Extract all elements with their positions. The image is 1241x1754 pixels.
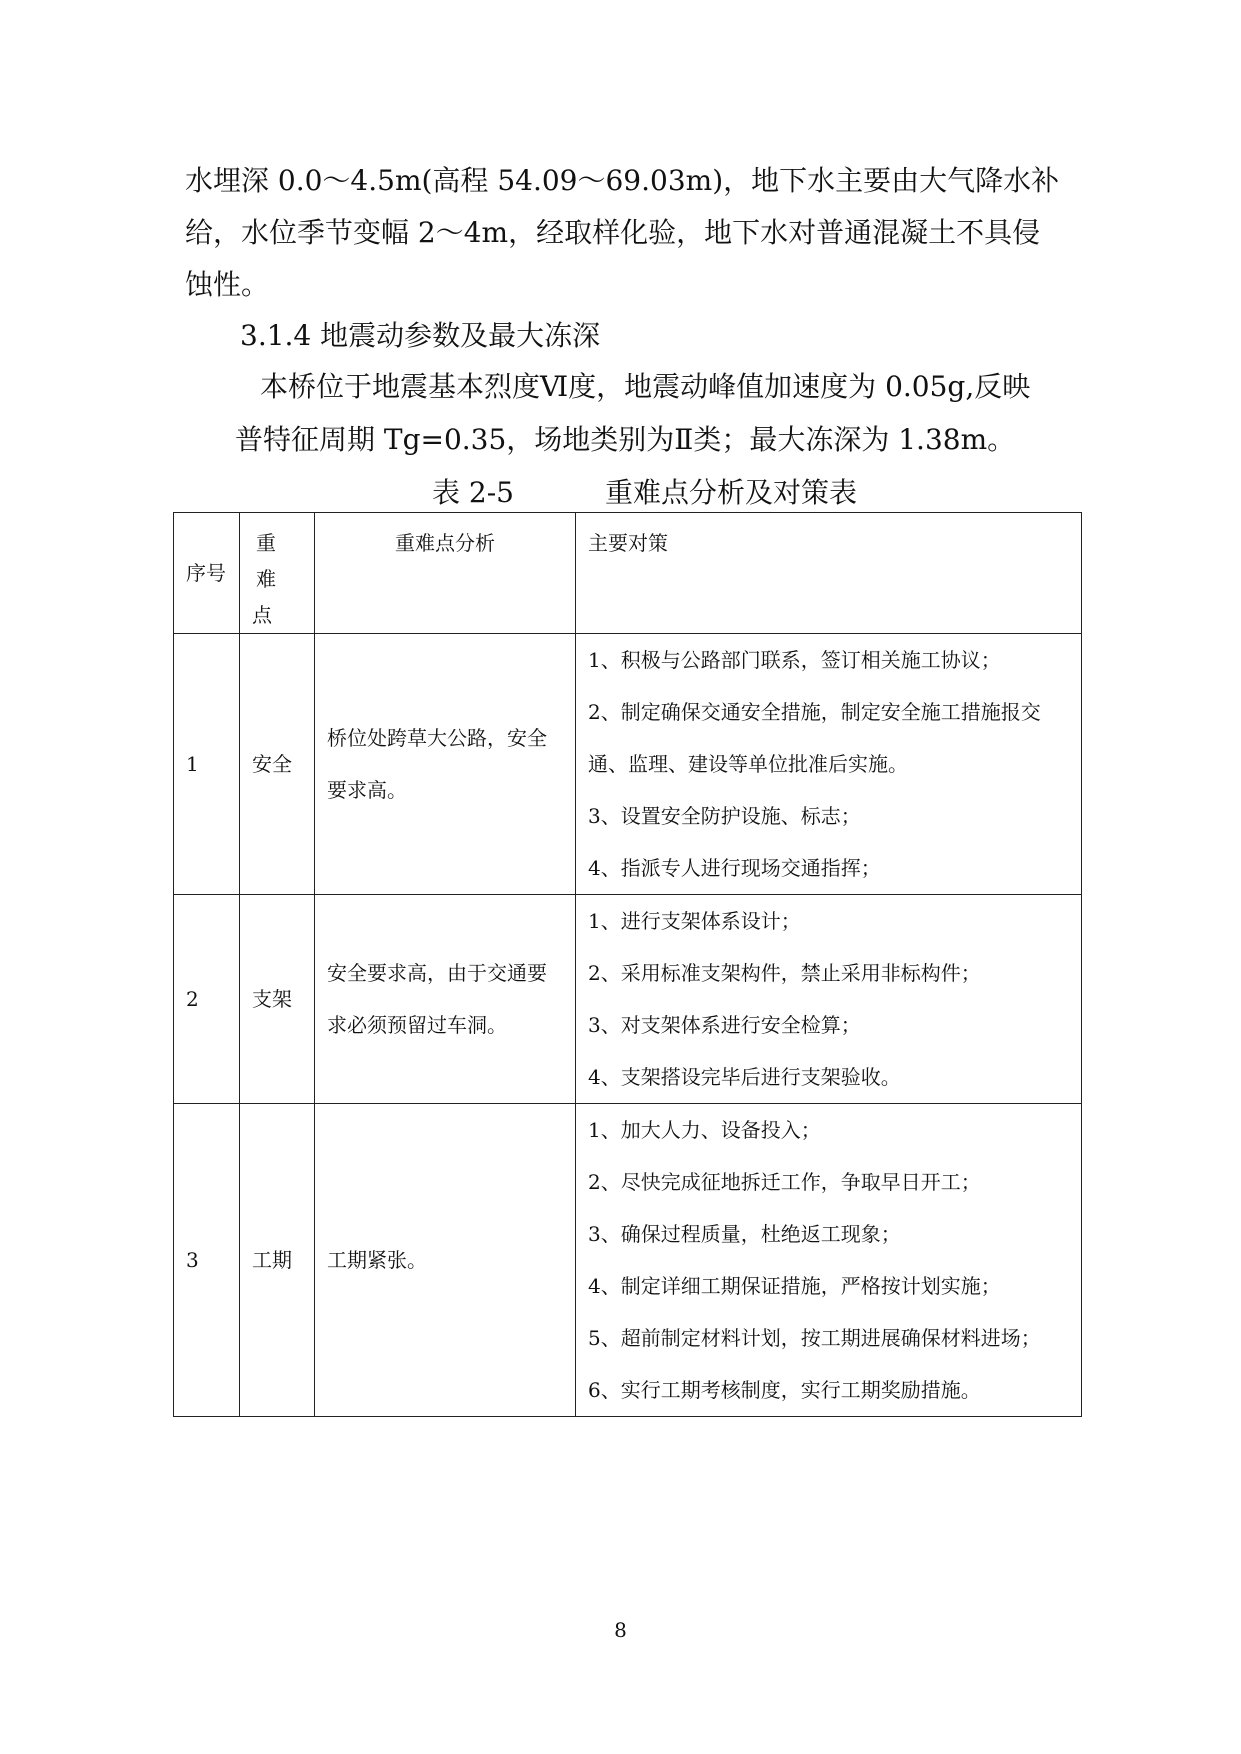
table-title: 重难点分析及对策表 xyxy=(605,476,858,509)
measure-item: 1、积极与公路部门联系，签订相关施工协议； xyxy=(588,648,1001,672)
paragraph-groundwater xyxy=(185,155,1065,311)
header-point xyxy=(240,513,315,634)
page-number: 8 xyxy=(614,1618,627,1642)
table-row xyxy=(174,895,1082,1104)
cell-measures xyxy=(576,634,1082,895)
paragraph-line: 给，水位季节变幅 2～4m，经取样化验，地下水对普通混凝土不具侵 xyxy=(185,216,1041,249)
paragraph-line: 水埋深 0.0～4.5m(高程 54.09～69.03m)，地下水主要由大气降水补 xyxy=(185,164,1060,197)
measure-item: 2、制定确保交通安全措施，制定安全施工措施报交 xyxy=(588,700,1041,724)
cell-no: 2 xyxy=(174,895,240,1104)
cell-analysis: 工期紧张。 xyxy=(315,1104,576,1417)
cell-point: 支架 xyxy=(240,895,315,1104)
header-measures: 主要对策 xyxy=(576,513,1082,634)
measure-item: 4、支架搭设完毕后进行支架验收。 xyxy=(588,1065,901,1089)
cell-measures xyxy=(576,895,1082,1104)
measure-item: 4、指派专人进行现场交通指挥； xyxy=(588,856,881,880)
header-no: 序号 xyxy=(174,513,240,634)
measure-item: 3、确保过程质量，杜绝返工现象； xyxy=(588,1222,901,1246)
header-point-line-1: 重 难 xyxy=(256,531,276,591)
paragraph-seismic-line-2: 普特征周期 Tg=0.35，场地类别为Ⅱ类；最大冻深为 1.38m。 xyxy=(235,423,1016,456)
cell-point: 安全 xyxy=(240,634,315,895)
table-row xyxy=(174,1104,1082,1417)
table-row xyxy=(174,634,1082,895)
paragraph-seismic-line-1: 本桥位于地震基本烈度Ⅵ度，地震动峰值加速度为 0.05g,反映 xyxy=(260,370,1031,403)
header-point-line-2: 点 xyxy=(252,603,272,627)
measure-item: 6、实行工期考核制度，实行工期奖励措施。 xyxy=(588,1378,981,1402)
cell-measures xyxy=(576,1104,1082,1417)
cell-point: 工期 xyxy=(240,1104,315,1417)
cell-no: 1 xyxy=(174,634,240,895)
cell-analysis: 桥位处跨草大公路，安全要求高。 xyxy=(315,634,576,895)
table-header-row xyxy=(174,513,1082,634)
cell-analysis: 安全要求高，由于交通要求必须预留过车洞。 xyxy=(315,895,576,1104)
measure-item: 3、设置安全防护设施、标志； xyxy=(588,804,861,828)
measure-item: 2、尽快完成征地拆迁工作，争取早日开工； xyxy=(588,1170,981,1194)
difficulty-table xyxy=(173,512,1082,1417)
measure-item: 5、超前制定材料计划，按工期进展确保材料进场； xyxy=(588,1326,1041,1350)
paragraph-line: 蚀性。 xyxy=(185,268,270,301)
measure-item: 2、采用标准支架构件，禁止采用非标构件； xyxy=(588,961,981,985)
section-heading: 3.1.4 地震动参数及最大冻深 xyxy=(240,319,601,352)
measure-item: 1、进行支架体系设计； xyxy=(588,909,801,933)
cell-no: 3 xyxy=(174,1104,240,1417)
table-number: 表 2-5 xyxy=(432,476,514,509)
measure-item: 4、制定详细工期保证措施，严格按计划实施； xyxy=(588,1274,1001,1298)
measure-item: 3、对支架体系进行安全检算； xyxy=(588,1013,861,1037)
measure-item: 通、监理、建设等单位批准后实施。 xyxy=(588,752,908,776)
measure-item: 1、加大人力、设备投入； xyxy=(588,1118,821,1142)
header-analysis: 重难点分析 xyxy=(315,513,576,634)
